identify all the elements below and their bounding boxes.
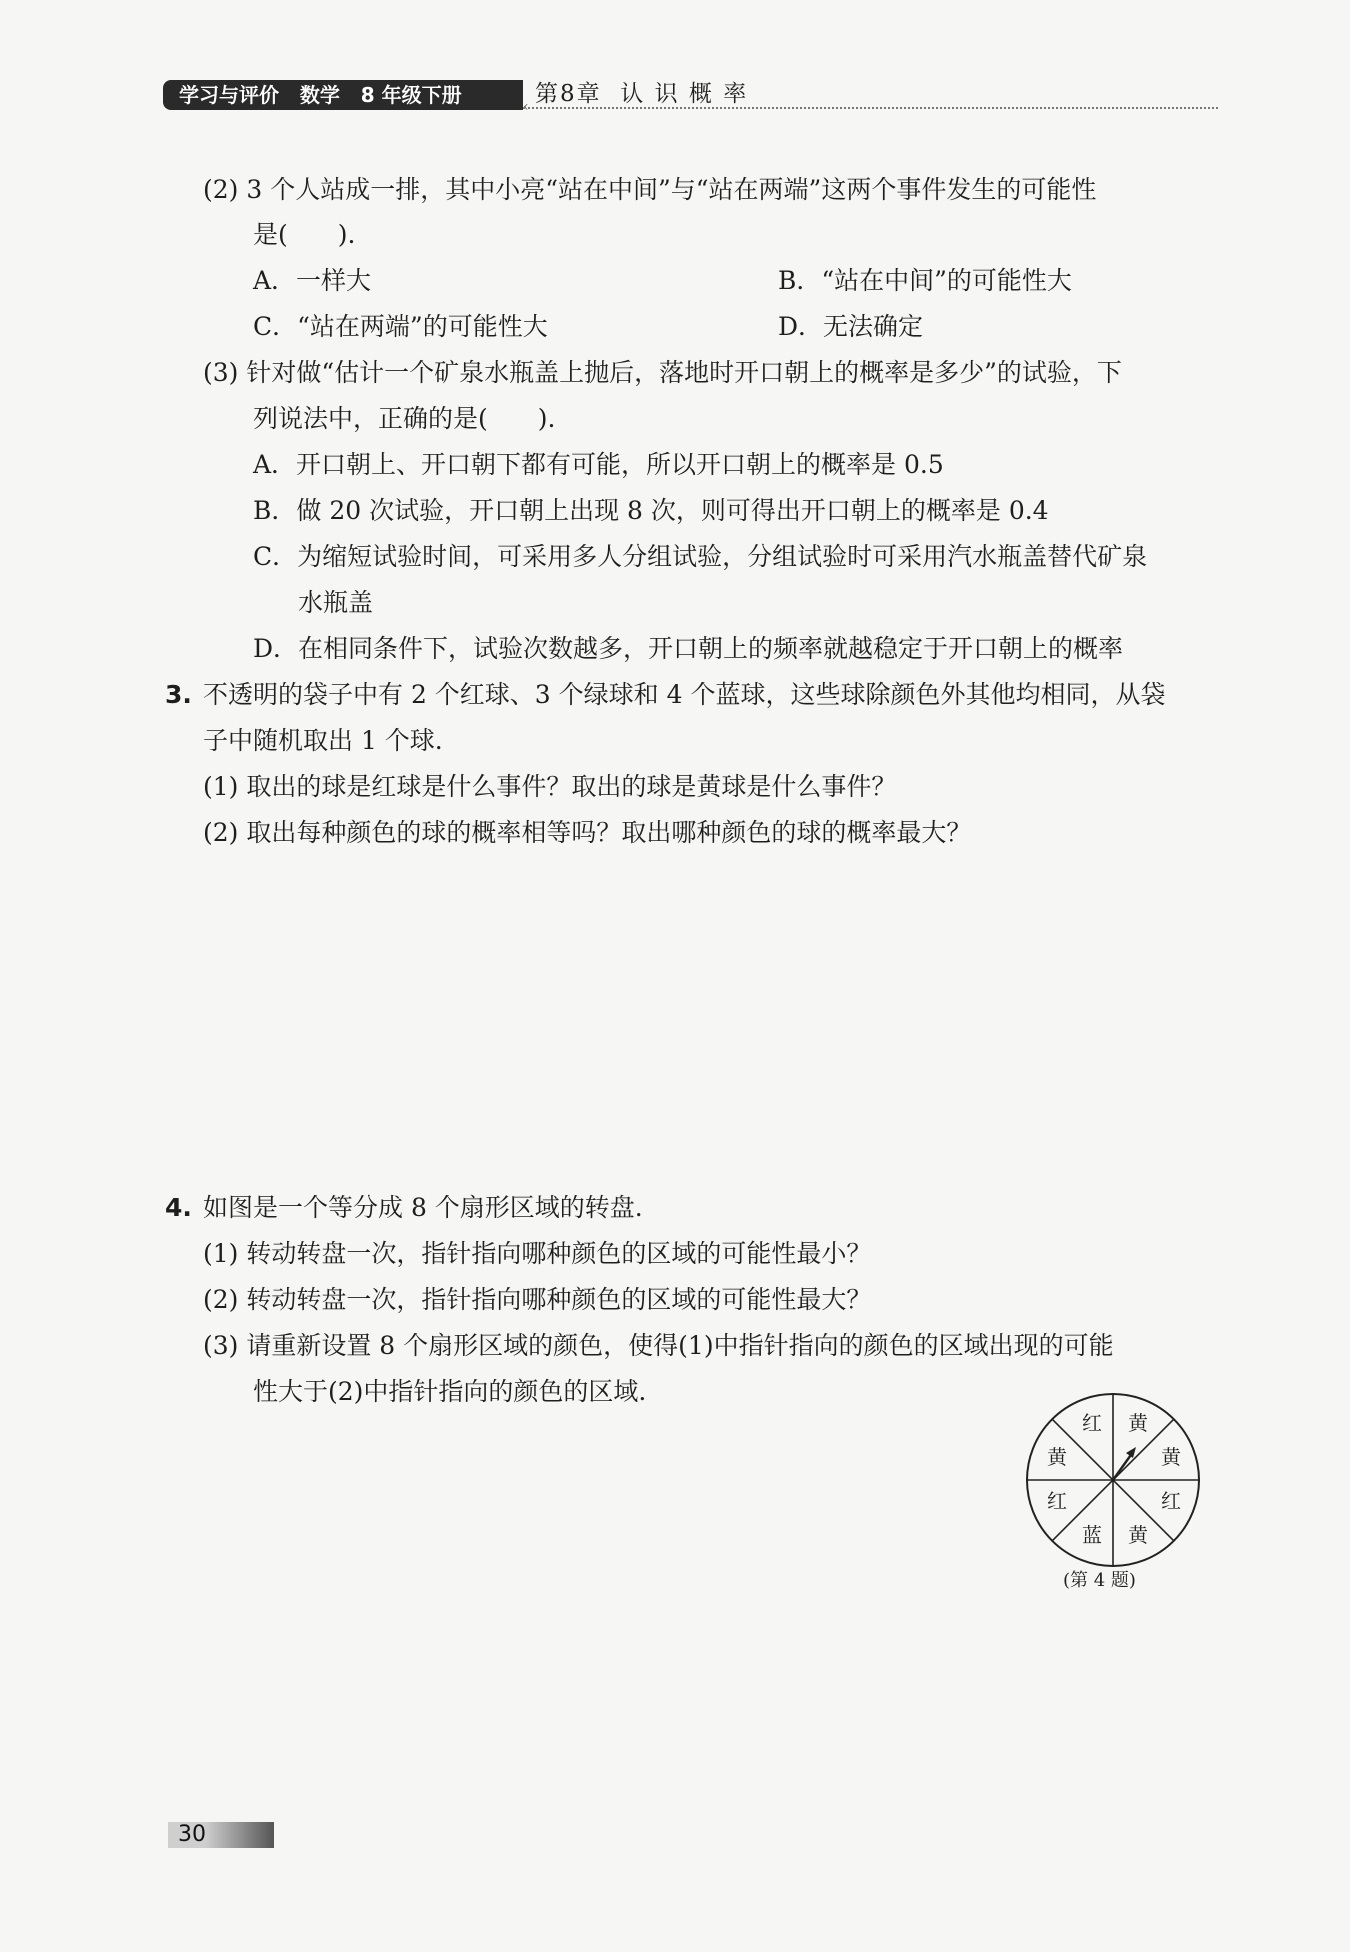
segment-label: 黄: [1161, 1445, 1181, 1469]
q3-stem-line2: 子中随机取出 1 个球.: [203, 726, 443, 755]
q4-number: 4.: [165, 1193, 192, 1222]
segment-label: 黄: [1047, 1445, 1067, 1469]
q3-part2: (2) 取出每种颜色的球的概率相等吗？取出哪种颜色的球的概率最大？: [203, 818, 972, 847]
header-divider: [523, 107, 1218, 109]
segment-label: 黄: [1128, 1411, 1148, 1435]
q3-stem-line1: 不透明的袋子中有 2 个红球、3 个绿球和 4 个蓝球，这些球除颜色外其他均相同，从袋: [203, 680, 1166, 709]
segment-label: 黄: [1128, 1523, 1148, 1547]
q2-3-option-d: D．在相同条件下，试验次数越多，开口朝上的频率就越稳定于开口朝上的概率: [253, 634, 1124, 663]
q4-part3-line1: (3) 请重新设置 8 个扇形区域的颜色，使得(1)中指针指向的颜色的区域出现的可能: [203, 1331, 1114, 1360]
spinner-figure: [1023, 1390, 1203, 1570]
q2-2-option-d: D．无法确定: [778, 312, 924, 341]
q4-stem: 如图是一个等分成 8 个扇形区域的转盘.: [203, 1193, 643, 1222]
q2-3-option-a: A．开口朝上、开口朝下都有可能，所以开口朝上的概率是 0.5: [253, 450, 944, 479]
q4-part2: (2) 转动转盘一次，指针指向哪种颜色的区域的可能性最大？: [203, 1285, 872, 1314]
q2-2-option-c: C．“站在两端”的可能性大: [253, 312, 548, 341]
q2-2-option-b: B．“站在中间”的可能性大: [778, 266, 1072, 295]
q3-part1: (1) 取出的球是红球是什么事件？取出的球是黄球是什么事件？: [203, 772, 897, 801]
q4-part3-line2: 性大于(2)中指针指向的颜色的区域.: [253, 1377, 647, 1406]
figure-caption: (第 4 题): [1063, 1570, 1136, 1591]
book-label-bar: 学习与评价 数学 8 年级下册: [163, 80, 523, 110]
q4-part1: (1) 转动转盘一次，指针指向哪种颜色的区域的可能性最小？: [203, 1239, 872, 1268]
header-arrow-icon: ‹: [523, 99, 529, 115]
segment-label: 红: [1161, 1489, 1181, 1513]
q3-number: 3.: [165, 680, 192, 709]
q2-3-stem-line2: 列说法中，正确的是( ).: [253, 404, 556, 433]
q2-3-stem-line1: (3) 针对做“估计一个矿泉水瓶盖上抛后，落地时开口朝上的概率是多少”的试验，下: [203, 358, 1122, 387]
segment-label: 红: [1047, 1489, 1067, 1513]
spinner-wheel: [1023, 1390, 1203, 1570]
q2-2-option-a: A．一样大: [253, 266, 372, 295]
q2-3-option-c-line2: 水瓶盖: [298, 588, 374, 617]
q2-2-stem-line2: 是( ).: [253, 220, 356, 249]
segment-label: 红: [1082, 1411, 1102, 1435]
pointer-arrow-icon: [1113, 1447, 1136, 1480]
chapter-title: 第8章 认 识 概 率: [535, 81, 749, 107]
q2-2-stem-line1: (2) 3 个人站成一排，其中小亮“站在中间”与“站在两端”这两个事件发生的可能性: [203, 175, 1097, 204]
q2-3-option-c-line1: C．为缩短试验时间，可采用多人分组试验，分组试验时可采用汽水瓶盖替代矿泉: [253, 542, 1148, 571]
page-number: 30: [178, 1822, 206, 1847]
segment-label: 蓝: [1082, 1523, 1102, 1547]
q2-3-option-b: B．做 20 次试验，开口朝上出现 8 次，则可得出开口朝上的概率是 0.4: [253, 496, 1049, 525]
